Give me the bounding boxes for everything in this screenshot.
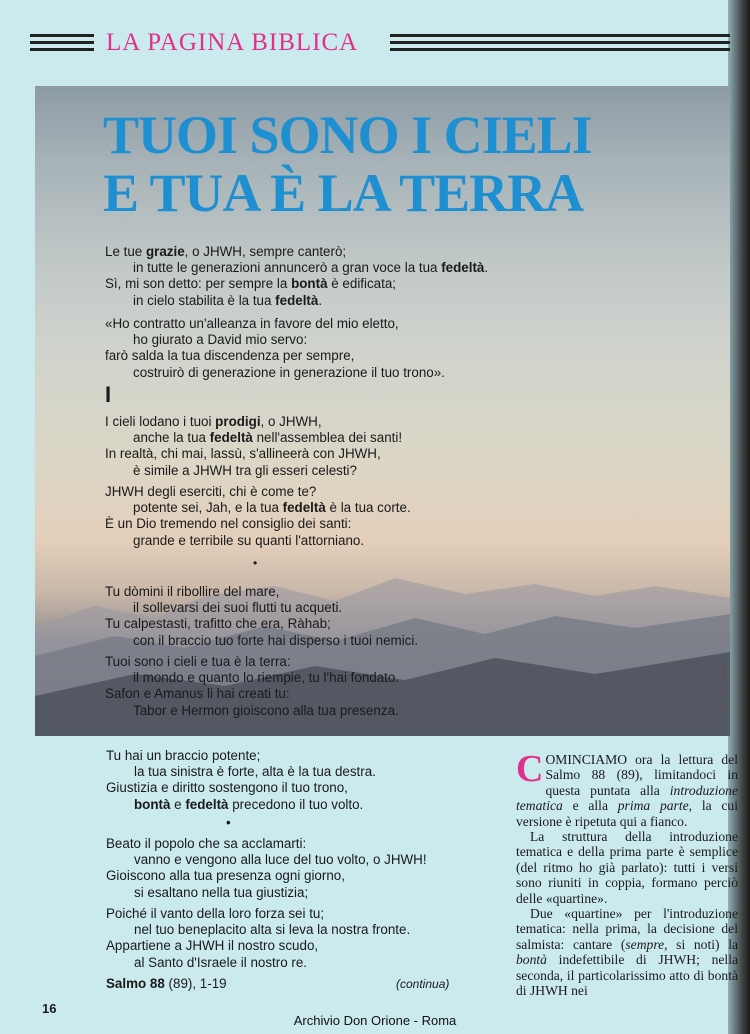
commentary-paragraph: La struttura della introduzione tematica e della prima parte è semplice (del ritmo ho già parlato): tutti i versi sono riuniti in coppia, formano perciò delle «quartine». [516,829,738,906]
commentary-paragraph [516,906,738,998]
text-run: e alla [562,798,618,814]
text-run: ora la lettura del Salmo 88 (89), limitandoci in questa puntata alla [545,752,738,798]
emphasized-word: bontà [291,276,328,292]
text-run: Tabor e Hermon gioiscono alla tua presenza. [133,702,399,718]
drop-cap: C [516,748,544,790]
emphasized-word: bontà [134,796,171,812]
text-run: in tutte le generazioni annuncerò a gran voce la tua [133,260,442,276]
poem-line [106,938,410,954]
poem-stanza [105,414,402,479]
poem-line [105,670,399,686]
poem-line [105,316,445,332]
text-run: Tu hai un braccio potente; [106,748,261,763]
header-rule [30,48,94,51]
emphasized-word: fedeltà [185,796,229,812]
text-run: Le tue [105,244,146,259]
poem-stanza [106,906,410,971]
text-run: Gioiscono alla tua presenza ogni giorno, [106,868,345,884]
poem-line [105,500,411,516]
poem-line [105,365,445,381]
poem-stanza [105,244,488,309]
header-rule [390,48,730,51]
emphasized-word: grazie [145,244,185,259]
text-run: ho giurato a David mio servo: [133,332,308,348]
header-rule [30,34,94,37]
poem-line [105,414,402,430]
commentary-paragraph [516,748,738,829]
section-header [30,28,730,58]
poem-stanza [105,584,418,649]
stanza-separator: • [226,815,231,830]
text-run: è simile a JHWH tra gli esseri celesti? [133,462,357,478]
text-run: in cielo stabilita è la tua [133,292,276,308]
poem-line [105,348,445,364]
archive-footer: Archivio Don Orione - Roma [293,1013,457,1028]
poem-line [105,276,488,292]
text-italic: sempre [625,936,665,952]
header-rule [30,41,94,44]
text-run: Sì, mi son detto: per sempre la [105,276,292,292]
citation-verses: (89), 1-19 [164,976,227,991]
text-italic: introduzione tematica [516,782,738,814]
section-title: LA PAGINA BIBLICA [100,28,364,58]
poem-line [105,584,418,600]
poem-line [105,654,399,670]
poem-stanza [106,748,376,813]
poem-line [106,885,427,901]
text-run: Safon e Amanus li hai creati tu: [105,686,290,702]
poem-stanza [105,654,399,719]
text-run: potente sei, Jah, e la tua [133,500,283,516]
text-run: precedono il tuo volto. [228,796,364,812]
poem-line [106,868,427,884]
poem-line [105,244,488,260]
text-run: costruirò di generazione in generazione il tuo trono». [133,364,445,380]
poem-line [105,446,402,462]
poem-line [106,955,410,971]
text-run: nel tuo beneplacito alta si leva la nostra fronte. [134,922,411,938]
sky-photo [35,86,730,736]
poem-stanza [106,836,427,901]
text-run: si esaltano nella tua giustizia; [134,884,309,900]
citation-psalm: Salmo 88 [106,976,165,991]
stanza-separator: • [253,556,258,570]
text-run: Tu dòmini il ribollire del mare, [105,584,280,599]
poem-line [105,430,402,446]
headline-line: TUOI SONO I CIELI [103,105,592,165]
poem-line [106,906,410,922]
text-run: È un Dio tremendo nel consiglio dei santi: [105,516,352,532]
header-rule [390,34,730,37]
text-italic: prima parte [617,798,689,814]
poem-line [106,836,427,852]
poem-line [105,484,411,500]
poem-line [105,616,418,632]
page-number: 16 [42,1001,57,1016]
text-run: farò salda la tua discendenza per sempre, [105,348,355,364]
text-run: , si noti) la [664,936,738,952]
emphasized-word: fedeltà [282,500,326,516]
text-run: è edificata; [327,276,397,292]
emphasized-word: prodigi [215,414,261,429]
text-run: la tua sinistra è forte, alta è la tua destra. [134,764,376,780]
poem-line [106,797,376,813]
section-numeral: I [105,382,112,407]
text-run: . [318,292,323,308]
text-run: grande e terribile su quanti l'attorniano. [133,532,365,548]
text-run: anche la tua [133,430,210,446]
text-run: . [484,260,489,276]
emphasized-word: fedeltà [441,260,485,276]
poem-stanza [105,316,445,381]
text-run: In realtà, chi mai, lassù, s'allineerà con JHWH, [105,446,381,462]
poem-line [106,748,376,764]
text-run: con il braccio tuo forte hai disperso i tuoi nemici. [133,632,419,648]
text-run: Tu calpestasti, trafitto che era, Ràhab; [105,616,331,632]
text-run: Beato il popolo che sa acclamarti: [106,836,307,851]
poem-line [105,686,399,702]
text-run: al Santo d'Israele il nostro re. [134,954,308,970]
poem-line [105,703,399,719]
poem-line [105,600,418,616]
text-run: , o JHWH, [260,414,322,429]
poem-line [105,260,488,276]
poem-stanza [105,484,411,549]
text-italic: bontà [516,952,547,968]
citation [106,976,450,992]
text-run: , o JHWH, sempre canterò; [184,244,347,259]
photo-credit: Foto F. Voghera [721,661,728,711]
text-run: il sollevarsi dei suoi flutti tu acqueti. [133,600,343,616]
text-run: Appartiene a JHWH il nostro scudo, [106,938,319,954]
poem-line [106,922,410,938]
poem-line [106,780,376,796]
text-run: è la tua corte. [325,500,411,516]
text-run: indefettibile di JHWH; nella seconda, il particolarissimo atto di bontà di JHWH nei [516,952,738,999]
poem-line [106,764,376,780]
emphasized-word: fedeltà [209,430,253,446]
continua-note: (continua) [396,977,450,991]
commentary-column [516,748,738,999]
headline-line: E TUA È LA TERRA [103,163,584,223]
text-run: e [170,796,186,812]
header-rule [390,41,730,44]
poem-line [106,852,427,868]
text-run: «Ho contratto un'alleanza in favore del mio eletto, [105,316,399,331]
poem-line [105,332,445,348]
article-headline [103,106,592,222]
poem-line [105,533,411,549]
poem-line [105,633,418,649]
text-run: JHWH degli eserciti, chi è come te? [105,484,317,499]
text-run: il mondo e quanto lo riempie, tu l'hai fondato. [133,670,400,686]
text-run: Tuoi sono i cieli e tua è la terra: [105,654,291,669]
lead-word: OMINCIAMO [545,752,628,767]
text-run: Due «quartine» per l'introduzione tematica: nella prima, la decisione del salmista: cantare ( [516,906,738,952]
text-run: I cieli lodano i tuoi [105,414,216,429]
text-run: nell'assemblea dei santi! [252,430,403,446]
emphasized-word: fedeltà [275,292,319,308]
poem-line [105,463,402,479]
poem-line [105,516,411,532]
text-run: Poiché il vanto della loro forza sei tu; [106,906,325,921]
text-run: vanno e vengono alla luce del tuo volto, o JHWH! [134,852,427,868]
text-run: , la cui versione è ripetuta qui a fianco. [516,798,738,829]
text-run: Giustizia e diritto sostengono il tuo trono, [106,780,348,796]
poem-line [105,293,488,309]
